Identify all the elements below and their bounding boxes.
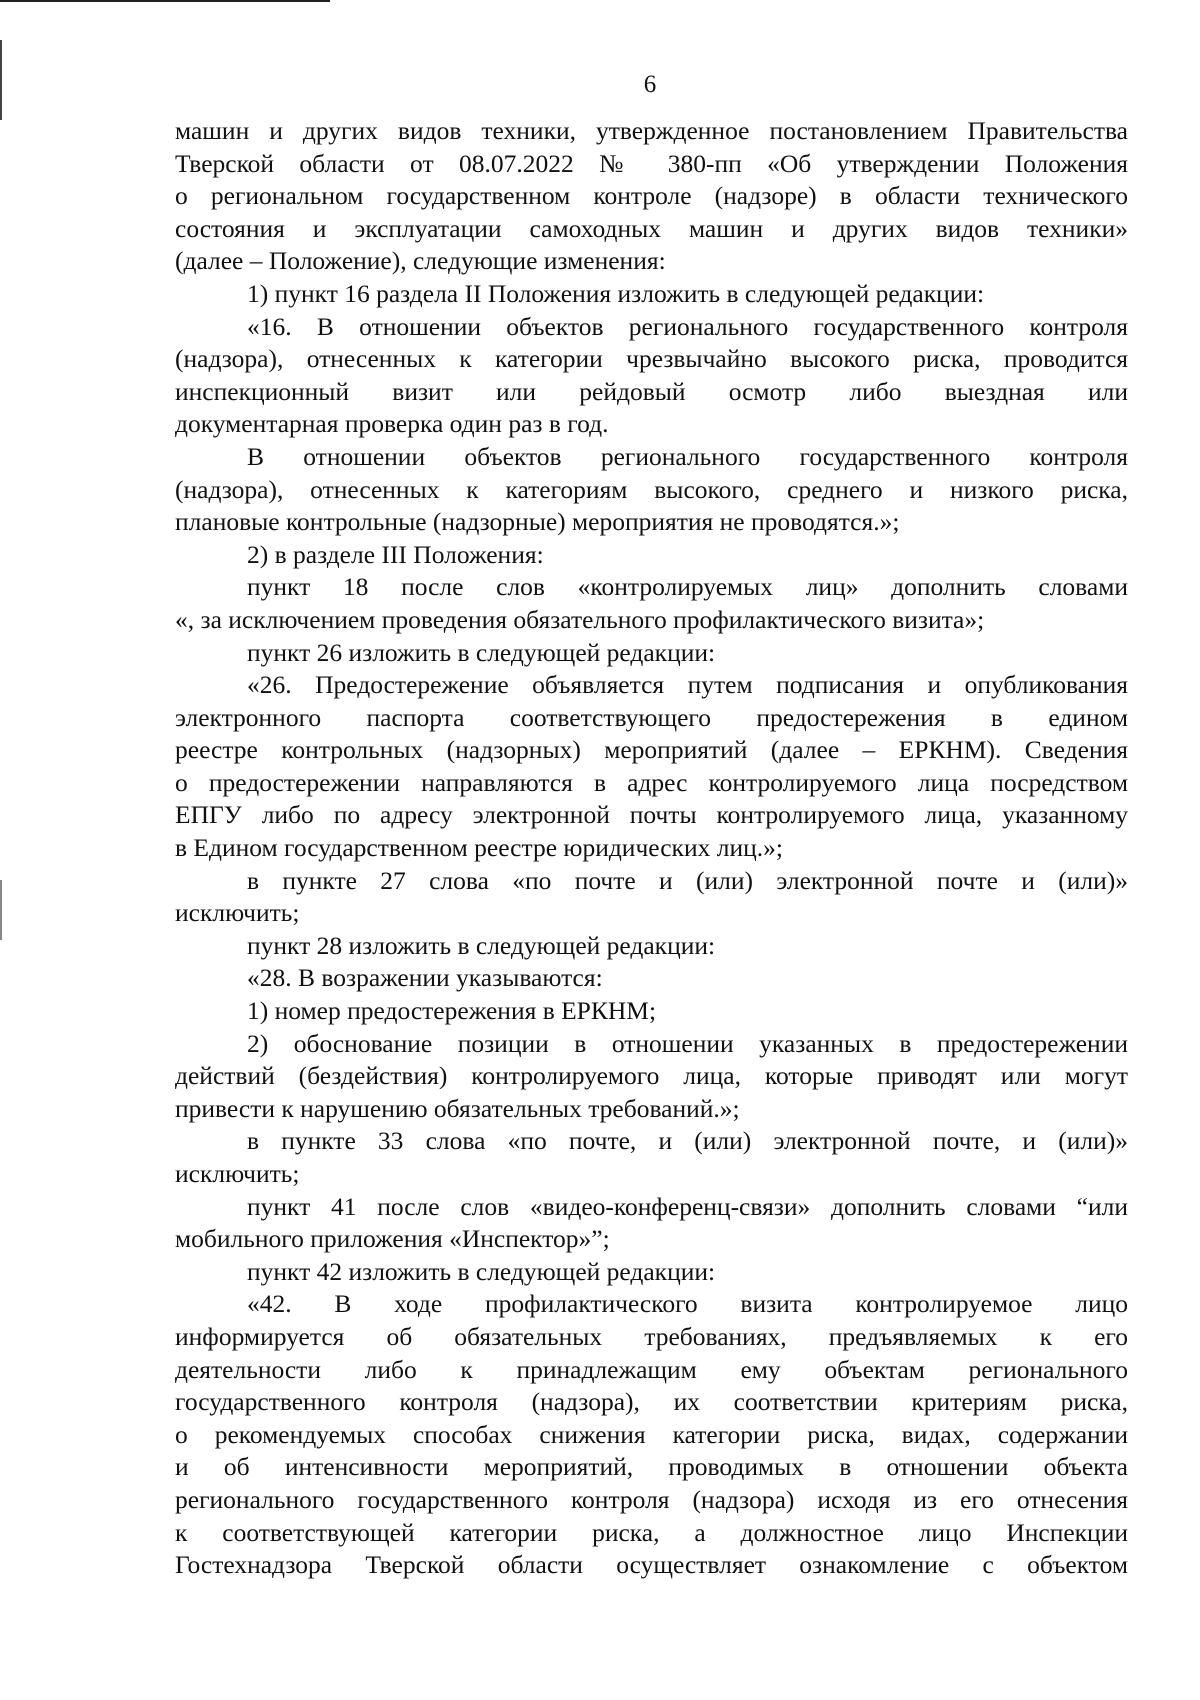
text-line: к соответствующей категории риска, а должностное лицо Инспекции: [175, 1517, 1128, 1547]
text-line: 2) обоснование позиции в отношении указанных в предостережении: [247, 1028, 1128, 1058]
text-line: (надзора), отнесенных к категории чрезвычайно высокого риска, проводится: [175, 344, 1128, 374]
text-line: (далее – Положение), следующие изменения:: [175, 246, 666, 276]
text-line: в Едином государственном реестре юридических лиц.»;: [175, 833, 783, 863]
text-line: инспекционный визит или рейдовый осмотр либо выездная или: [175, 376, 1128, 406]
text-line: о рекомендуемых способах снижения категории риска, видах, содержании: [175, 1419, 1128, 1449]
text-line: информируется об обязательных требованиях, предъявляемых к его: [175, 1321, 1128, 1351]
text-line: электронного паспорта соответствующего предостережения в едином: [175, 702, 1128, 732]
text-line: плановые контрольные (надзорные) мероприятия не проводятся.»;: [175, 507, 900, 537]
text-line: государственного контроля (надзора), их соответствии критериям риска,: [175, 1387, 1128, 1417]
text-line: в пункте 27 слова «по почте и (или) электронной почте и (или)»: [247, 865, 1128, 895]
text-line: деятельности либо к принадлежащим ему объектам регионального: [175, 1354, 1128, 1384]
text-line: мобильного приложения «Инспектор»”;: [175, 1224, 610, 1254]
text-line: «26. Предостережение объявляется путем подписания и опубликования: [247, 670, 1128, 700]
text-line: «42. В ходе профилактического визита контролируемое лицо: [247, 1289, 1128, 1319]
text-line: о региональном государственном контроле (надзоре) в области технического: [175, 181, 1128, 211]
text-line: Тверской области от 08.07.2022 № 380-пп «Об утверждении Положения: [175, 148, 1128, 178]
text-line: состояния и эксплуатации самоходных машин и других видов техники»: [175, 213, 1128, 243]
scan-edge-mark: [0, 880, 2, 940]
text-line: машин и других видов техники, утвержденное постановлением Правительства: [175, 116, 1128, 145]
text-line: 1) номер предостережения в ЕРКНМ;: [247, 996, 657, 1026]
text-line: 2) в разделе III Положения:: [247, 539, 544, 569]
text-line: «16. В отношении объектов регионального государственного контроля: [247, 311, 1128, 341]
scan-edge-mark: [0, 0, 330, 2]
page-number: 6: [643, 71, 657, 98]
document-body: [175, 115, 1128, 1582]
text-line: ЕПГУ либо по адресу электронной почты контролируемого лица, указанному: [175, 800, 1128, 830]
text-line: «28. В возражении указываются:: [247, 963, 603, 993]
text-line: действий (бездействия) контролируемого лица, которые приводят или могут: [175, 1061, 1128, 1091]
text-line: пункт 28 изложить в следующей редакции:: [247, 930, 716, 960]
text-line: привести к нарушению обязательных требований.»;: [175, 1093, 740, 1123]
text-line: пункт 18 после слов «контролируемых лиц» дополнить словами: [247, 572, 1128, 602]
text-line: регионального государственного контроля (надзора) исходя из его отнесения: [175, 1484, 1128, 1514]
text-line: исключить;: [175, 898, 300, 928]
text-line: документарная проверка один раз в год.: [175, 409, 609, 439]
text-line: исключить;: [175, 1159, 300, 1188]
text-line: пункт 26 изложить в следующей редакции:: [247, 637, 716, 667]
text-line: В отношении объектов регионального государственного контроля: [247, 441, 1128, 471]
text-line: пункт 41 после слов «видео-конференц-связи» дополнить словами “или: [247, 1191, 1128, 1221]
text-line: в пункте 33 слова «по почте, и (или) электронной почте, и (или)»: [247, 1126, 1128, 1156]
text-line: и об интенсивности мероприятий, проводимых в отношении объекта: [175, 1452, 1128, 1482]
text-line: «, за исключением проведения обязательного профилактического визита»;: [175, 604, 985, 634]
text-line: (надзора), отнесенных к категориям высокого, среднего и низкого риска,: [175, 474, 1128, 504]
text-line: о предостережении направляются в адрес контролируемого лица посредством: [175, 767, 1128, 797]
text-line: 1) пункт 16 раздела II Положения изложить в следующей редакции:: [247, 278, 985, 308]
text-line: Гостехнадзора Тверской области осуществляет ознакомление с объектом: [175, 1550, 1128, 1580]
text-line: пункт 42 изложить в следующей редакции:: [247, 1256, 716, 1286]
text-line: реестре контрольных (надзорных) мероприятий (далее – ЕРКНМ). Сведения: [175, 735, 1128, 765]
